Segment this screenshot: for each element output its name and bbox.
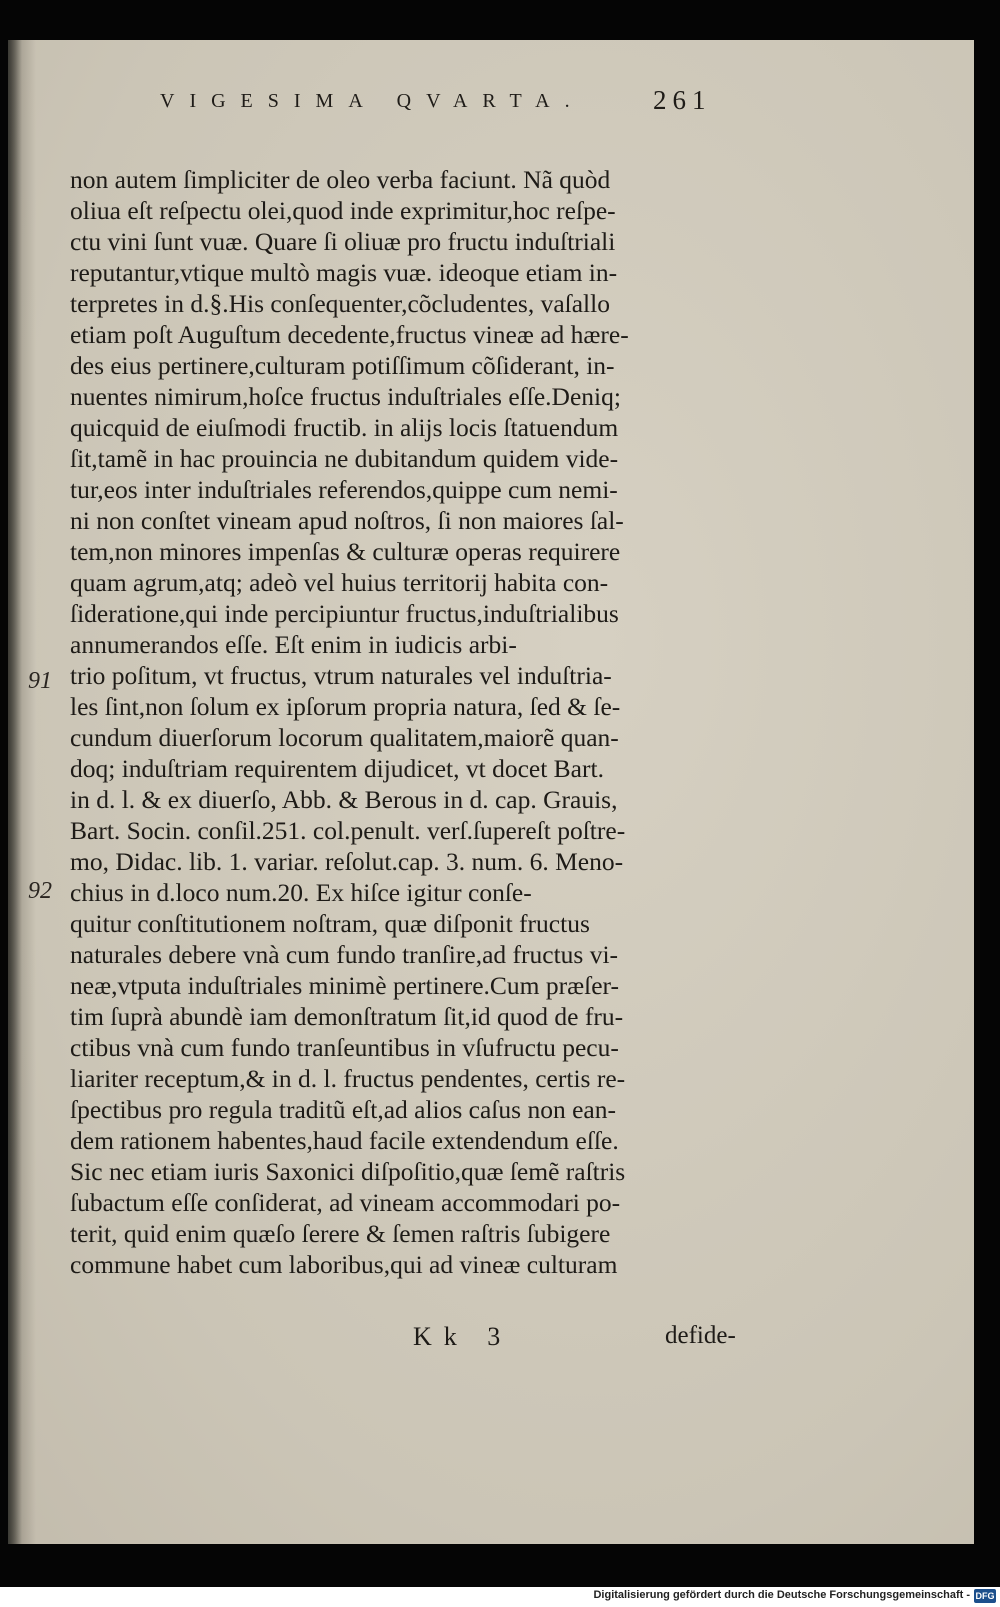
text-line: quam agrum,atq; adeò vel huius territorij habita con- (70, 568, 609, 597)
text-line: ſpectibus pro regula traditũ eſt,ad alios caſus non ean- (70, 1095, 616, 1124)
text-line: les ſint,non ſolum ex ipſorum propria natura, ſed & ſe- (70, 692, 621, 721)
text-line: ni non conſtet vineam apud noſtros, ſi non maiores ſal- (70, 506, 624, 535)
text-line: nuentes nimirum,hoſce fructus induſtriales eſſe.Deniq; (70, 382, 621, 411)
text-line: ſit,tamẽ in hac prouincia ne dubitandum quidem vide- (70, 444, 619, 473)
text-line: tim ſuprà abundè iam demonſtratum ſit,id quod de fru- (70, 1002, 624, 1031)
text-line: tem,non minores impenſas & culturæ operas requirere (70, 537, 621, 566)
text-line: ctibus vnà cum fundo tranſeuntibus in vſufructu pecu- (70, 1033, 619, 1062)
text-line: dem rationem habentes,haud facile extendendum eſſe. (70, 1126, 619, 1155)
margin-note-91: 91 (28, 668, 52, 694)
gutter-shadow (8, 40, 22, 1544)
text-line: Bart. Socin. conſil.251. col.penult. verſ.ſupereſt poſtre- (70, 816, 626, 845)
dfg-logo-icon: DFG (975, 1591, 995, 1601)
text-line: des eius pertinere,culturam potiſſimum cõſiderant, in- (70, 351, 615, 380)
text-line: trio poſitum, vt fructus, vtrum naturales vel induſtria- (70, 661, 612, 690)
text-line: reputantur,vtique multò magis vuæ. ideoque etiam in- (70, 258, 618, 287)
text-line: ſideratione,qui inde percipiuntur fructus,induſtrialibus (70, 599, 619, 628)
text-line: etiam poſt Auguſtum decedente,fructus vineæ ad hære- (70, 320, 629, 349)
text-line: doq; induſtriam requirentem dijudicet, vt docet Bart. (70, 754, 604, 783)
text-line: ſubactum eſſe conſiderat, ad vineam accommodari po- (70, 1188, 621, 1217)
text-line: tur,eos inter induſtriales referendos,quippe cum nemi- (70, 475, 618, 504)
page-number: 261 (653, 85, 712, 115)
text-line: ctu vini ſunt vuæ. Quare ſi oliuæ pro fructu induſtriali (70, 227, 616, 256)
text-line: naturales debere vnà cum fundo tranſire,ad fructus vi- (70, 940, 619, 969)
text-line: oliua eſt reſpectu olei,quod inde exprimitur,hoc reſpe- (70, 196, 616, 225)
text-line: quicquid de eiuſmodi fructib. in alijs locis ſtatuendum (70, 413, 619, 442)
credit-text: Digitalisierung gefördert durch die Deutsche Forschungsgemeinschaft - (593, 1589, 970, 1601)
credit-bar (0, 1587, 1000, 1607)
text-line: mo, Didac. lib. 1. variar. reſolut.cap. 3. num. 6. Meno- (70, 847, 624, 876)
text-line: commune habet cum laboribus,qui ad vineæ culturam (70, 1250, 618, 1279)
catchword: defide- (665, 1322, 736, 1349)
text-line: in d. l. & ex diuerſo, Abb. & Berous in d. cap. Grauis, (70, 785, 618, 814)
signature-mark: Kk 3 (413, 1322, 513, 1351)
text-line: neæ,vtputa induſtriales minimè pertinere.Cum præſer- (70, 971, 620, 1000)
text-line: chius in d.loco num.20. Ex hiſce igitur conſe- (70, 878, 532, 907)
text-line: non autem ſimpliciter de oleo verba faciunt. Nã quòd (70, 165, 611, 194)
body-text (70, 120, 760, 1320)
text-line: Sic nec etiam iuris Saxonici diſpoſitio,quæ ſemẽ raſtris (70, 1157, 626, 1186)
margin-note-92: 92 (28, 878, 52, 904)
running-head: VIGESIMA QVARTA. (160, 90, 585, 112)
text-line: annumerandos eſſe. Eſt enim in iudicis arbi- (70, 630, 517, 659)
text-line: quitur conſtitutionem noſtram, quæ diſponit fructus (70, 909, 590, 938)
text-line: liariter receptum,& in d. l. fructus pendentes, certis re- (70, 1064, 626, 1093)
text-line: cundum diuerſorum locorum qualitatem,maiorẽ quan- (70, 723, 619, 752)
text-line: terpretes in d.§.His conſequenter,cõcludentes, vaſallo (70, 289, 610, 318)
text-line: terit, quid enim quæſo ſerere & ſemen raſtris ſubigere (70, 1219, 611, 1248)
